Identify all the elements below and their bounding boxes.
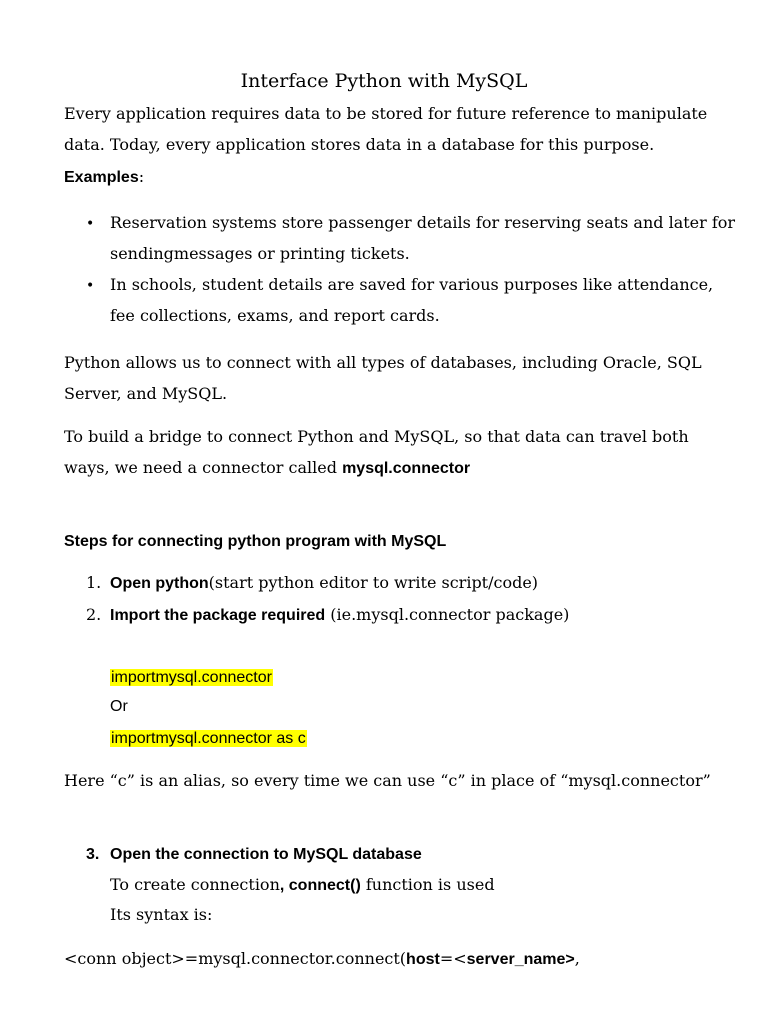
bullet-icon: • — [86, 278, 95, 294]
code-line-1 — [110, 662, 760, 693]
bullet-icon: • — [86, 216, 95, 232]
list-item: In schools, student details are saved for various purposes like attendance, — [110, 275, 714, 294]
step-3-text-c: function is used — [360, 875, 495, 894]
page-title: Interface Python with MySQL — [240, 70, 528, 92]
syntax-host: host — [406, 951, 440, 968]
step-3-text-a: To create connection — [110, 875, 280, 894]
syntax-line — [64, 944, 754, 975]
python-paragraph-line-2: Server, and MySQL. — [64, 384, 228, 403]
examples-colon: : — [138, 167, 145, 186]
syntax-a: <conn object>=mysql.connector.connect( — [64, 949, 407, 968]
connector-name: mysql.connector — [342, 460, 471, 477]
step-2-rest: (ie.mysql.connector package) — [325, 605, 570, 624]
examples-label: Examples — [64, 169, 139, 186]
code-or: Or — [110, 698, 128, 715]
code-highlight: importmysql.connector — [111, 669, 272, 686]
connect-function: , connect() — [279, 877, 361, 894]
step-2-bold: Import the package required — [110, 607, 326, 624]
step-1 — [110, 568, 760, 599]
code-line-2 — [110, 723, 760, 754]
alias-note: Here “c” is an alias, so every time we can use “c” in place of “mysql.connector” — [64, 771, 711, 790]
code-highlight: importmysql.connector as c — [111, 730, 306, 747]
list-item-continuation: sendingmessages or printing tickets. — [110, 244, 410, 263]
step-1-bold: Open python — [110, 575, 209, 592]
syntax-e: , — [574, 949, 580, 968]
step-2 — [110, 600, 760, 631]
step-number: 1. — [86, 573, 102, 592]
steps-heading: Steps for connecting python program with MySQL — [64, 533, 447, 550]
syntax-c: =< — [439, 949, 467, 968]
list-item-continuation: fee collections, exams, and report cards. — [110, 306, 440, 325]
step-3-line-2: Its syntax is: — [110, 905, 213, 924]
bridge-text: ways, we need a connector called — [64, 458, 343, 477]
step-number: 3. — [86, 846, 100, 863]
intro-line-1: Every application requires data to be stored for future reference to manipulate — [64, 104, 708, 123]
step-3-heading: Open the connection to MySQL database — [110, 846, 422, 863]
step-3-line-1 — [110, 870, 760, 901]
step-number: 2. — [86, 605, 102, 624]
intro-line-2: data. Today, every application stores data in a database for this purpose. — [64, 135, 655, 154]
syntax-server-name: server_name> — [466, 951, 575, 968]
bridge-paragraph-line-1: To build a bridge to connect Python and MySQL, so that data can travel both — [64, 427, 689, 446]
step-1-rest: (start python editor to write script/code) — [208, 573, 539, 592]
python-paragraph-line-1: Python allows us to connect with all types of databases, including Oracle, SQL — [64, 353, 702, 372]
bridge-paragraph-line-2 — [64, 453, 754, 484]
list-item: Reservation systems store passenger details for reserving seats and later for — [110, 213, 736, 232]
examples-heading — [64, 162, 754, 193]
